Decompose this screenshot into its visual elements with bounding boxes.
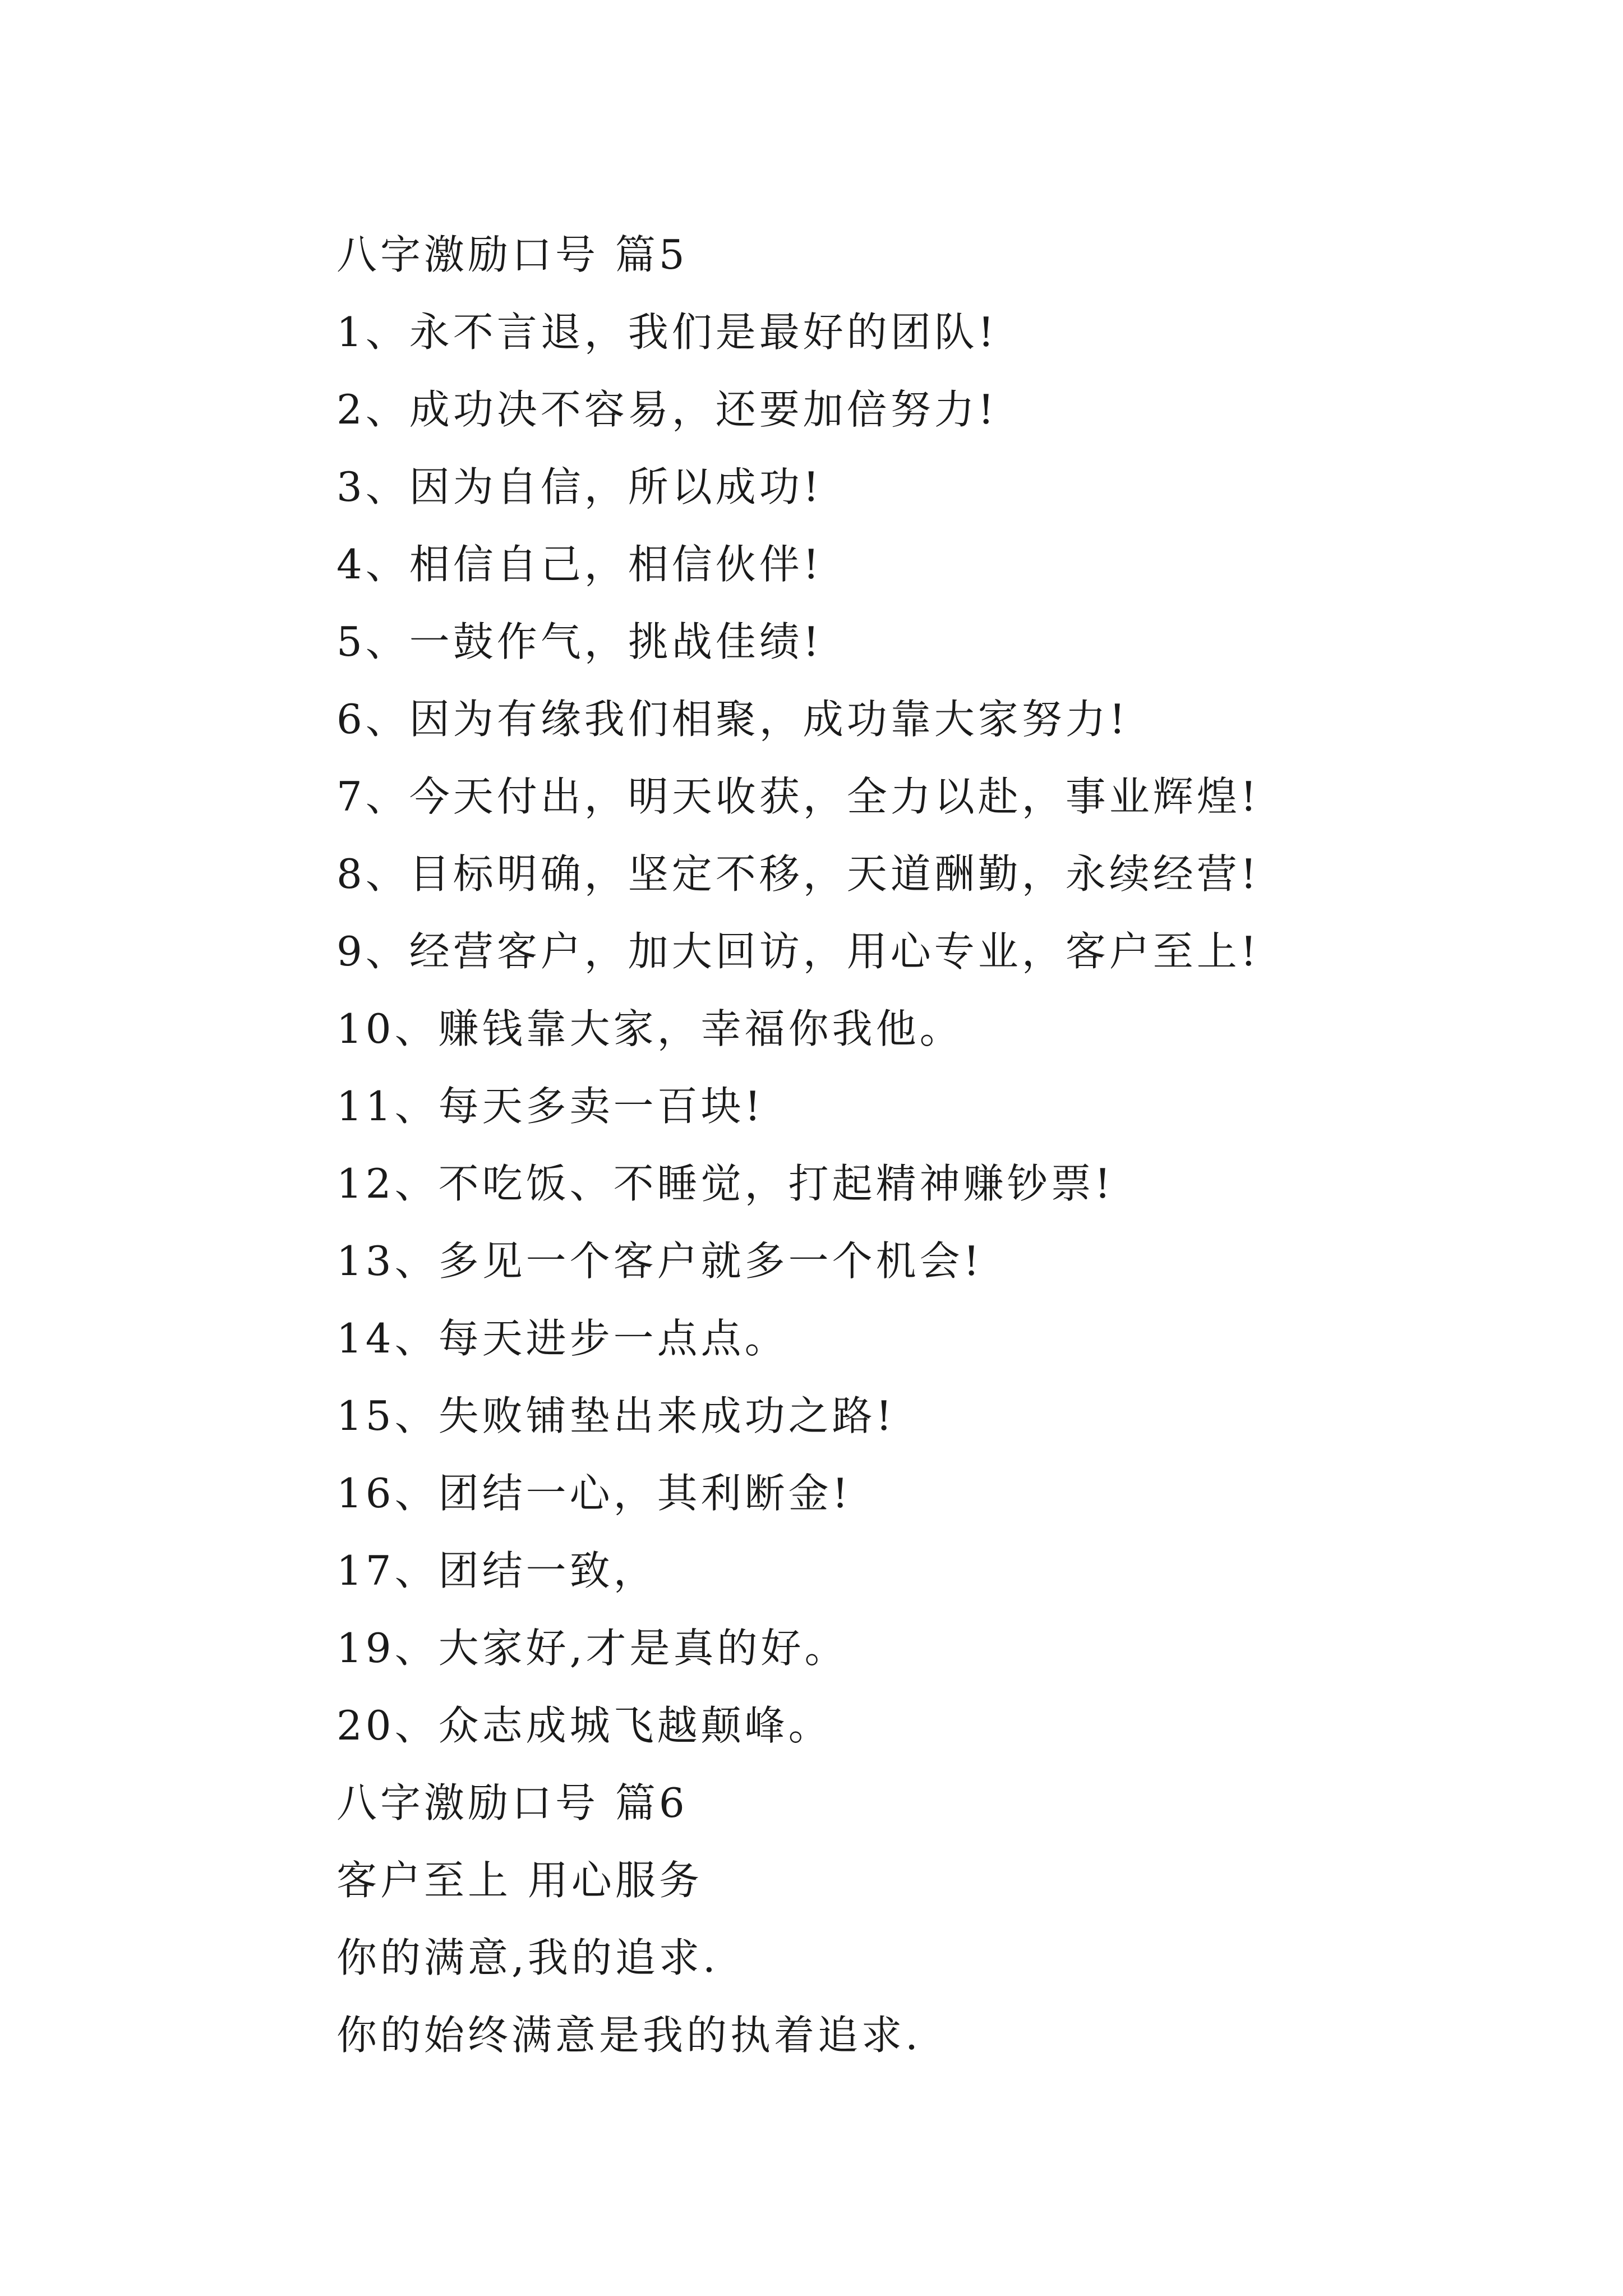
slogan-item: 5、一鼓作气，挑战佳绩! [336, 618, 823, 665]
slogan-item: 9、经营客户，加大回访，用心专业，客户至上! [336, 928, 1260, 975]
slogan-item: 1、永不言退，我们是最好的团队! [336, 309, 998, 356]
slogan-item: 20、众志成城飞越颠峰。 [336, 1702, 832, 1749]
slogan-item: 14、每天进步一点点。 [336, 1315, 789, 1362]
slogan-item: 客户至上 用心服务 [336, 1857, 703, 1904]
slogan-item: 6、因为有缘我们相聚，成功靠大家努力! [336, 696, 1129, 743]
section-5-heading: 八字激励口号 篇5 [336, 231, 688, 278]
slogan-item: 15、失败铺垫出来成功之路! [336, 1392, 896, 1439]
slogan-item: 8、目标明确，坚定不移，天道酬勤，永续经营! [336, 850, 1260, 898]
slogan-item: 3、因为自信，所以成功! [336, 463, 823, 510]
slogan-item: 19、大家好,才是真的好。 [336, 1625, 849, 1672]
slogan-item: 你的始终满意是我的执着追求. [336, 2012, 921, 2059]
slogan-item: 2、成功决不容易，还要加倍努力! [336, 386, 998, 433]
slogan-item: 你的满意,我的追求. [336, 1934, 719, 1981]
slogan-item: 10、赚钱靠大家，幸福你我他。 [336, 1005, 963, 1052]
document-content [336, 216, 1514, 2074]
slogan-item: 4、相信自己，相信伙伴! [336, 541, 823, 588]
slogan-item: 16、团结一心，其利断金! [336, 1470, 852, 1517]
slogan-item: 12、不吃饭、不睡觉，打起精神赚钞票! [336, 1160, 1114, 1207]
slogan-item: 17、团结一致， [336, 1547, 657, 1594]
slogan-item: 7、今天付出，明天收获，全力以赴，事业辉煌! [336, 773, 1260, 820]
slogan-item: 11、每天多卖一百块! [336, 1083, 764, 1130]
slogan-item: 13、多见一个客户就多一个机会! [336, 1237, 983, 1285]
section-6-heading: 八字激励口号 篇6 [336, 1779, 688, 1826]
